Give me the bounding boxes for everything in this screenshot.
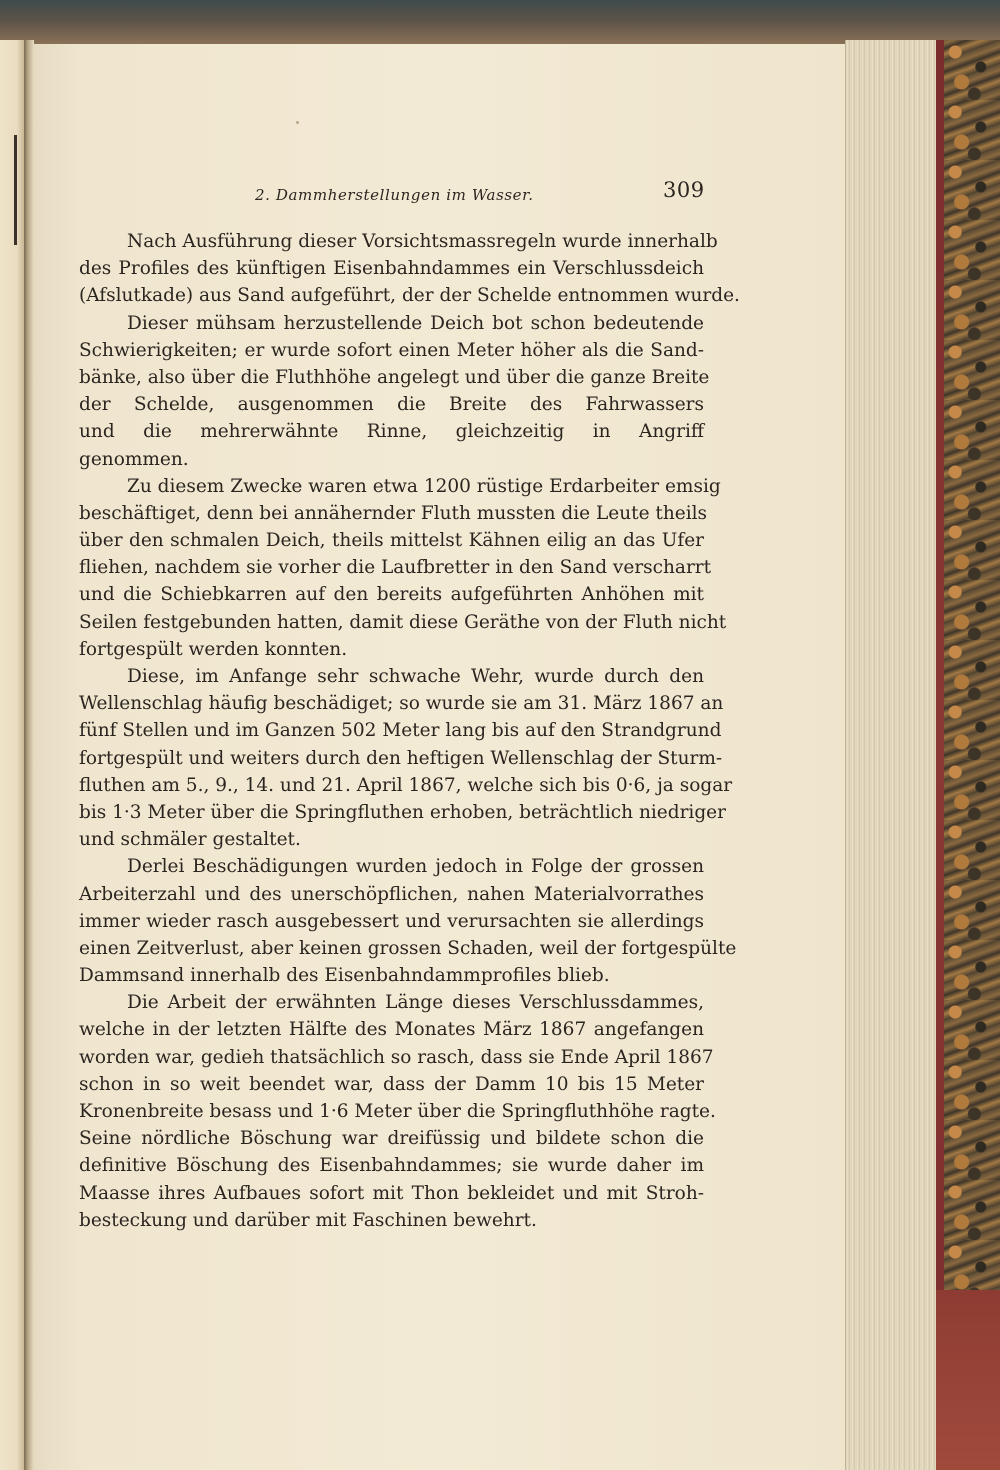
- text-line: Arbeiterzahl und des unerschöpflichen, nahen Materialvorrathes: [79, 883, 704, 905]
- text-line: fünf Stellen und im Ganzen 502 Meter lang bis auf den Strandgrund: [79, 720, 722, 742]
- paragraph: [79, 989, 716, 1234]
- text-line: bänke, also über die Fluthhöhe angelegt und über die ganze Breite: [79, 366, 710, 388]
- paper-speck: [296, 121, 299, 124]
- text-line: über den schmalen Deich, theils mittelst Kähnen eilig an das Ufer: [79, 530, 704, 552]
- text-line: einen Zeitverlust, aber keinen grossen Schaden, weil der fortgespülte: [79, 937, 737, 959]
- text-line: Dammsand innerhalb des Eisenbahndammprofiles blieb.: [79, 965, 610, 987]
- text-line: immer wieder rasch ausgebessert und verursachten sie allerdings: [79, 910, 704, 932]
- text-line: Die Arbeit der erwähnten Länge dieses Verschlussdammes,: [127, 992, 704, 1014]
- text-line: des Profiles des künftigen Eisenbahndammes ein Verschlussdeich: [79, 258, 704, 280]
- book-gutter: [24, 40, 34, 1470]
- running-head: 2. Dammherstellungen im Wasser.: [255, 186, 534, 204]
- text-line: Maasse ihres Aufbaues sofort mit Thon bekleidet und mit Stroh-: [79, 1182, 704, 1204]
- text-line: (Afslutkade) aus Sand aufgeführt, der der Schelde entnommen wurde.: [79, 285, 740, 307]
- cover-leather-strip: [936, 40, 944, 1470]
- text-line: fortgespült werden konnten.: [79, 638, 348, 660]
- paragraph: [79, 310, 710, 473]
- text-line: welche in der letzten Hälfte des Monates März 1867 angefangen: [79, 1019, 704, 1041]
- page-stack-edges: [845, 40, 938, 1470]
- text-line: worden war, gedieh thatsächlich so rasch, dass sie Ende April 1867: [79, 1046, 714, 1068]
- text-line: Zu diesem Zwecke waren etwa 1200 rüstige Erdarbeiter emsig: [127, 475, 721, 497]
- text-line: definitive Böschung des Eisenbahndammes; sie wurde daher im: [79, 1155, 704, 1177]
- text-line: Wellenschlag häufig beschädiget; so wurde sie am 31. März 1867 an: [79, 693, 724, 715]
- text-line: fliehen, nachdem sie vorher die Laufbretter in den Sand verscharrt: [79, 557, 712, 579]
- cover-leather-corner: [936, 1290, 1000, 1470]
- text-line: bis 1·3 Meter über die Springfluthen erhoben, beträchtlich niedriger: [79, 801, 726, 823]
- text-line: und die mehrerwähnte Rinne, gleichzeitig in Angriff: [79, 421, 704, 443]
- text-line: besteckung und darüber mit Faschinen bewehrt.: [79, 1209, 537, 1231]
- text-line: und schmäler gestaltet.: [79, 829, 301, 851]
- marbled-cover-edge: [936, 40, 1000, 1470]
- page-number: 309: [663, 178, 705, 202]
- text-line: Seilen festgebunden hatten, damit diese Geräthe von der Fluth nicht: [79, 611, 727, 633]
- text-line: Kronenbreite besass und 1·6 Meter über die Springfluthhöhe ragte.: [79, 1101, 716, 1122]
- text-line: der Schelde, ausgenommen die Breite des Fahrwassers: [79, 394, 704, 416]
- text-line: fortgespült und weiters durch den heftigen Wellenschlag der Sturm-: [79, 747, 723, 769]
- text-line: genommen.: [79, 448, 189, 470]
- paragraph: [79, 228, 740, 310]
- paragraph: [79, 473, 727, 663]
- text-line: Schwierigkeiten; er wurde sofort einen Meter höher als die Sand-: [79, 339, 704, 361]
- facing-page-edge: [0, 40, 25, 1470]
- book-binding-top: [0, 0, 1000, 44]
- text-line: Dieser mühsam herzustellende Deich bot schon bedeutende: [127, 312, 704, 334]
- facing-page-mark: [14, 135, 17, 245]
- text-line: beschäftiget, denn bei annähernder Fluth mussten die Leute theils: [79, 502, 708, 524]
- body-text: [79, 228, 740, 1234]
- text-line: Seine nördliche Böschung war dreifüssig und bildete schon die: [79, 1128, 704, 1150]
- text-line: und die Schiebkarren auf den bereits aufgeführten Anhöhen mit: [79, 584, 704, 606]
- text-line: Diese, im Anfange sehr schwache Wehr, wurde durch den: [127, 666, 704, 687]
- text-line: Nach Ausführung dieser Vorsichtsmassregeln wurde innerhalb: [127, 231, 718, 252]
- text-line: schon in so weit beendet war, dass der Damm 10 bis 15 Meter: [79, 1073, 704, 1095]
- paragraph: [79, 663, 733, 853]
- text-line: fluthen am 5., 9., 14. und 21. April 1867, welche sich bis 0·6, ja sogar: [79, 774, 733, 796]
- text-line: Derlei Beschädigungen wurden jedoch in Folge der grossen: [127, 856, 704, 878]
- paragraph: [79, 853, 737, 989]
